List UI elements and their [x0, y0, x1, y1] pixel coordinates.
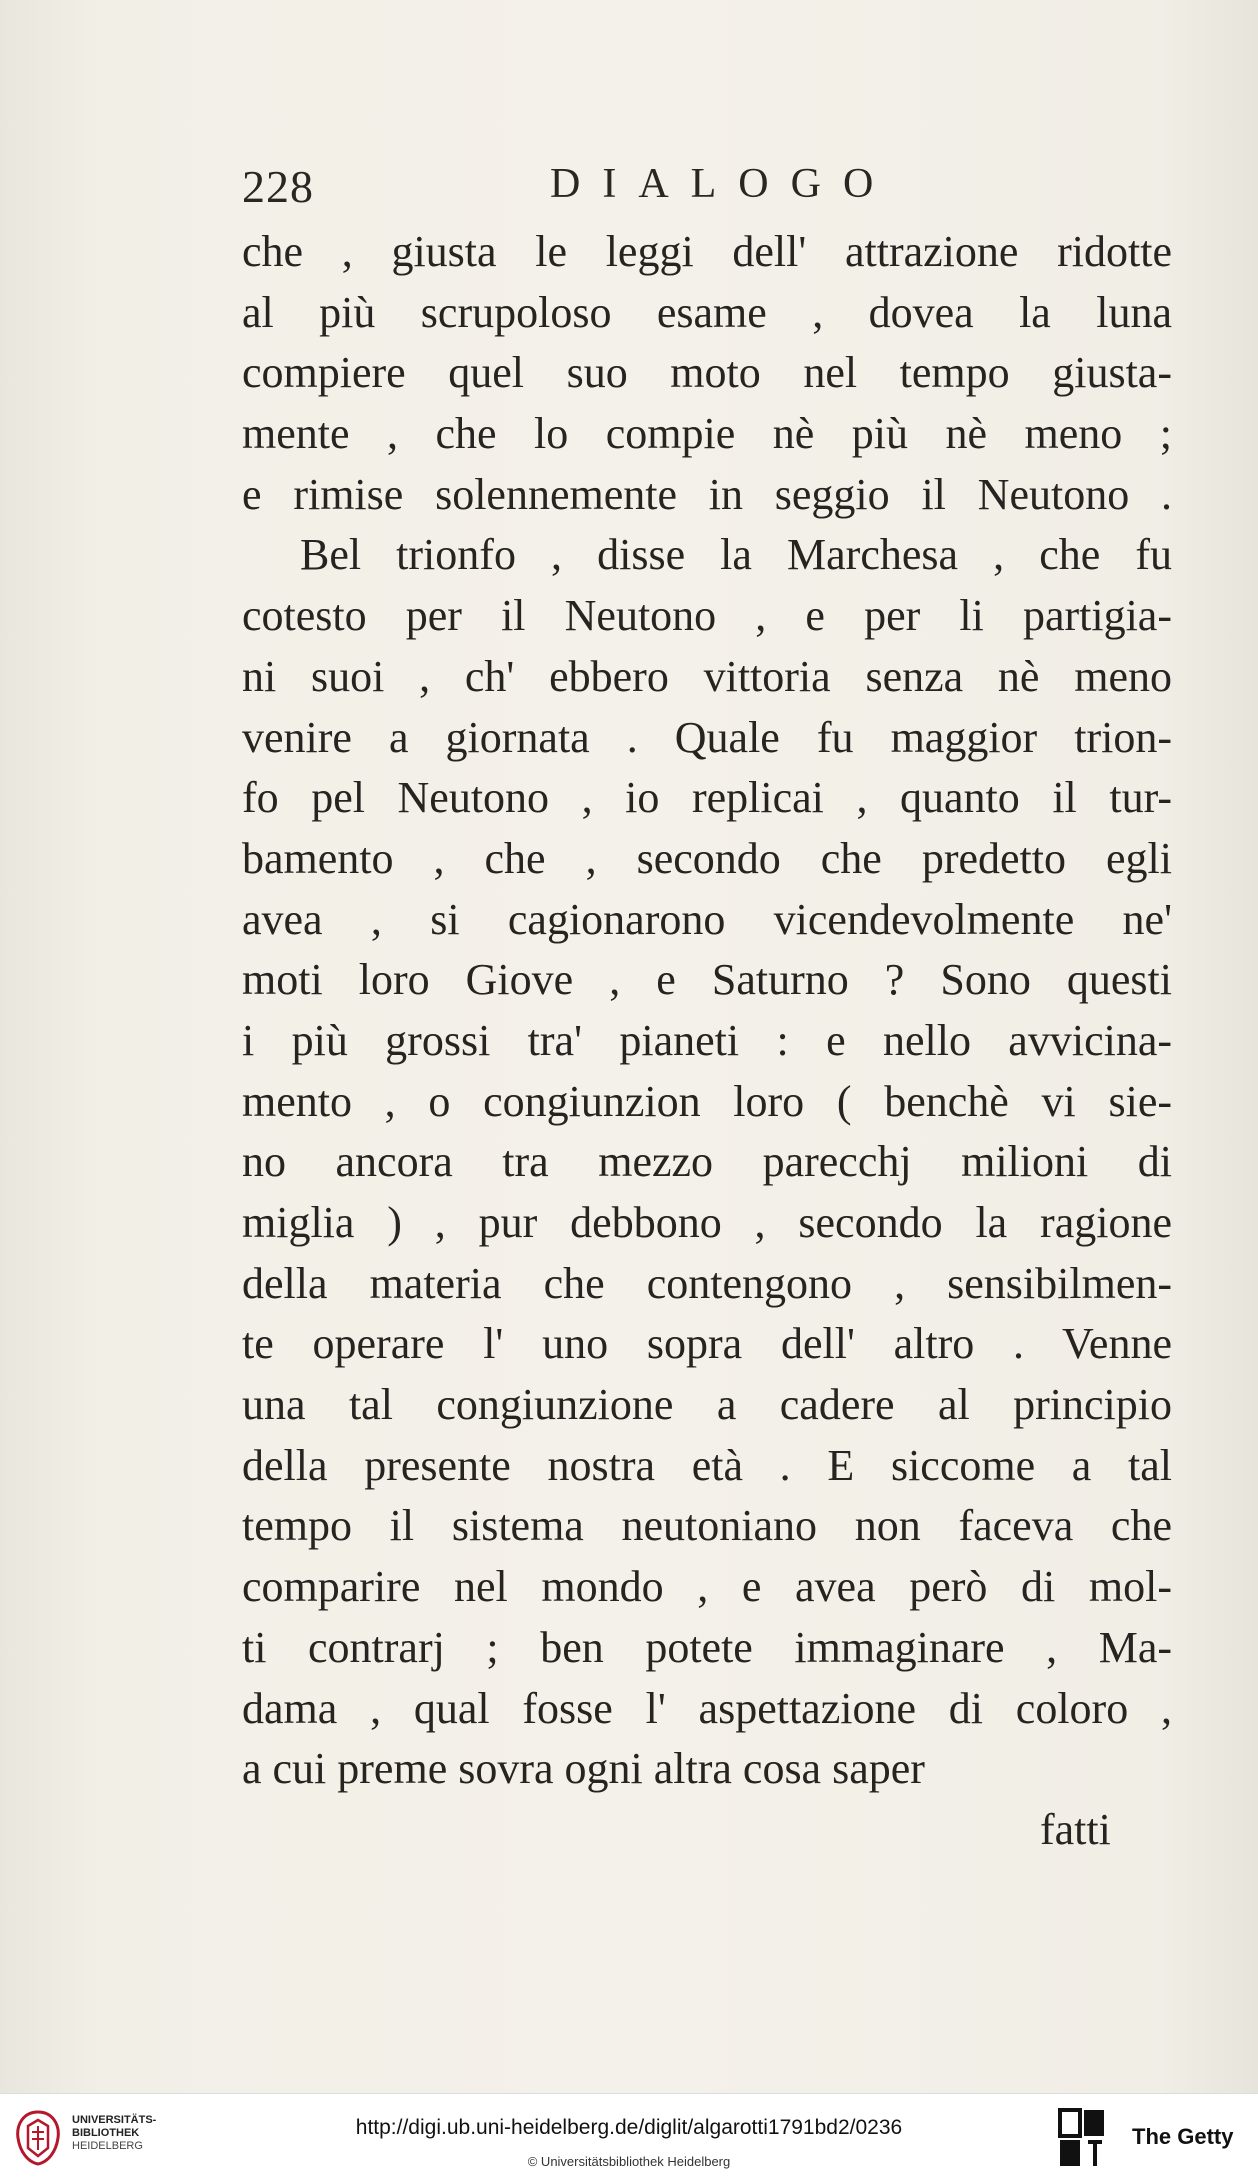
university-name-line2: BIBLIOTHEK	[72, 2127, 140, 2139]
text-line: Bel trionfo , disse la Marchesa , che fu	[300, 530, 1172, 580]
footer-bar	[0, 2093, 1258, 2183]
text-line: fo pel Neutono , io replicai , quanto il tur-	[242, 773, 1172, 823]
text-line: e rimise solennemente in seggio il Neutono .	[242, 469, 1172, 519]
text-line: no ancora tra mezzo parecchj milioni di	[242, 1137, 1172, 1187]
text-line: mente , che lo compie nè più nè meno ;	[242, 409, 1172, 459]
text-line: che , giusta le leggi dell' attrazione ridotte	[242, 227, 1172, 276]
text-line: bamento , che , secondo che predetto egli	[242, 833, 1172, 883]
text-line: cotesto per il Neutono , e per li partigia-	[242, 591, 1172, 641]
text-line: ti contrarj ; ben potete immaginare , Ma-	[242, 1622, 1172, 1672]
text-line: della presente nostra età . E siccome a tal	[242, 1440, 1172, 1490]
running-head: DIALOGO	[550, 161, 896, 207]
text-line: mento , o congiunzion loro ( benchè vi sie-	[242, 1076, 1172, 1126]
text-line: moti loro Giove , e Saturno ? Sono questi	[242, 955, 1172, 1005]
body-text	[242, 222, 1172, 1800]
text-line: compiere quel suo moto nel tempo giusta-	[242, 348, 1172, 398]
text-line: dama , qual fosse l' aspettazione di coloro ,	[242, 1683, 1172, 1733]
text-line: i più grossi tra' pianeti : e nello avvicina-	[242, 1015, 1172, 1065]
text-line: ni suoi , ch' ebbero vittoria senza nè meno	[242, 651, 1172, 701]
text-line: avea , si cagionarono vicendevolmente ne'	[242, 894, 1172, 944]
catchword: fatti	[1040, 1805, 1111, 1854]
text-line: della materia che contengono , sensibilmen-	[242, 1258, 1172, 1308]
text-line: te operare l' uno sopra dell' altro . Venne	[242, 1319, 1172, 1369]
text-line: al più scrupoloso esame , dovea la luna	[242, 287, 1172, 337]
getty-logo-icon	[1058, 2108, 1106, 2168]
text-line: comparire nel mondo , e avea però di mol-	[242, 1562, 1172, 1612]
text-line: venire a giornata . Quale fu maggior trion-	[242, 712, 1172, 762]
text-line: tempo il sistema neutoniano non faceva che	[242, 1501, 1172, 1551]
permalink-url[interactable]: http://digi.ub.uni-heidelberg.de/diglit/algarotti1791bd2/0236	[355, 2116, 903, 2139]
getty-name: The Getty	[1132, 2124, 1234, 2149]
text-line: una tal congiunzione a cadere al principio	[242, 1380, 1172, 1430]
page-number: 228	[242, 161, 314, 212]
university-name-line1: UNIVERSITÄTS-	[72, 2114, 157, 2126]
text-line: miglia ) , pur debbono , secondo la ragione	[242, 1198, 1172, 1247]
university-name-line3: HEIDELBERG	[72, 2140, 143, 2152]
page-header	[242, 160, 1172, 210]
copyright-notice: © Universitätsbibliothek Heidelberg	[527, 2154, 731, 2169]
text-line: a cui preme sovra ogni altra cosa saper	[242, 1744, 925, 1794]
